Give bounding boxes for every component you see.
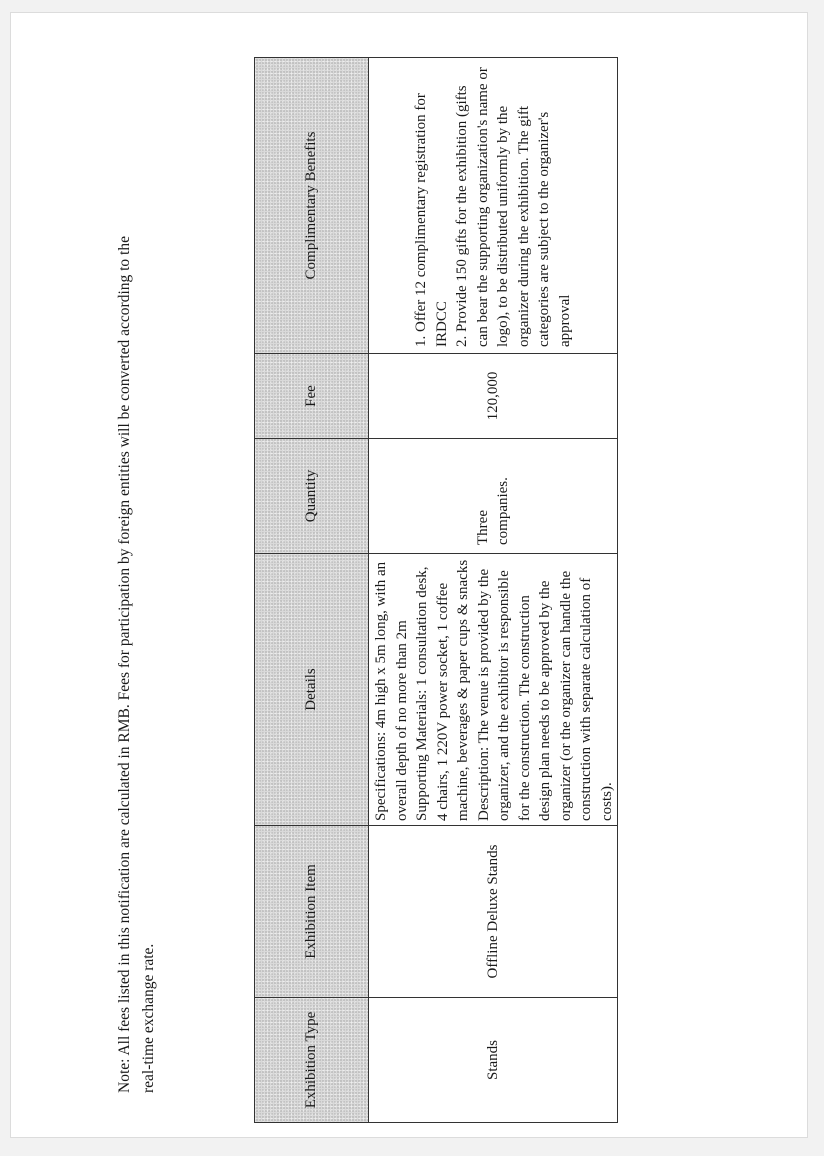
header-fee: Fee xyxy=(255,354,369,439)
header-complimentary-benefits: Complimentary Benefits xyxy=(255,58,369,354)
cell-complimentary-benefits xyxy=(369,58,618,354)
header-details: Details xyxy=(255,554,369,826)
cell-quantity: Three companies. xyxy=(369,439,618,554)
benefit-item-1: 1. Offer 12 complimentary registration for IRDCC xyxy=(413,93,450,347)
benefit-item-2: 2. Provide 150 gifts for the exhibition (gifts can bear the supporting organization's name or logo), to be distributed uniformly by the organizer during the exhibition. The gift categories are subject to the organizer's approval xyxy=(454,67,573,347)
document-page xyxy=(10,12,808,1138)
fee-note: Note: All fees listed in this notification are calculated in RMB. Fees for participation by foreign entities will be converted according to the real-time exchange rate. xyxy=(116,236,157,1093)
header-exhibition-type: Exhibition Type xyxy=(255,998,369,1123)
header-exhibition-item: Exhibition Item xyxy=(255,826,369,998)
exhibition-fee-table xyxy=(254,57,618,1123)
header-quantity: Quantity xyxy=(255,439,369,554)
details-description: Description: The venue is provided by the organizer, and the exhibitor is responsible for the construction. The construction design plan needs to be approved by the organizer (or the organizer can handle the construction with separate calculation of costs). xyxy=(475,568,615,821)
cell-details xyxy=(369,554,618,826)
rotated-content xyxy=(91,63,731,1123)
table-header-row xyxy=(255,58,369,1123)
cell-exhibition-item: Offline Deluxe Stands xyxy=(369,826,618,998)
cell-fee: 120,000 xyxy=(369,354,618,439)
details-specifications: Specifications: 4m high x 5m long, with an overall depth of no more than 2m xyxy=(373,561,410,821)
cell-exhibition-type: Stands xyxy=(369,998,618,1123)
details-supporting-materials: Supporting Materials: 1 consultation desk, 4 chairs, 1 220V power socket, 1 coffee machine, beverages & paper cups & snacks xyxy=(414,559,471,821)
table-row xyxy=(369,58,618,1123)
